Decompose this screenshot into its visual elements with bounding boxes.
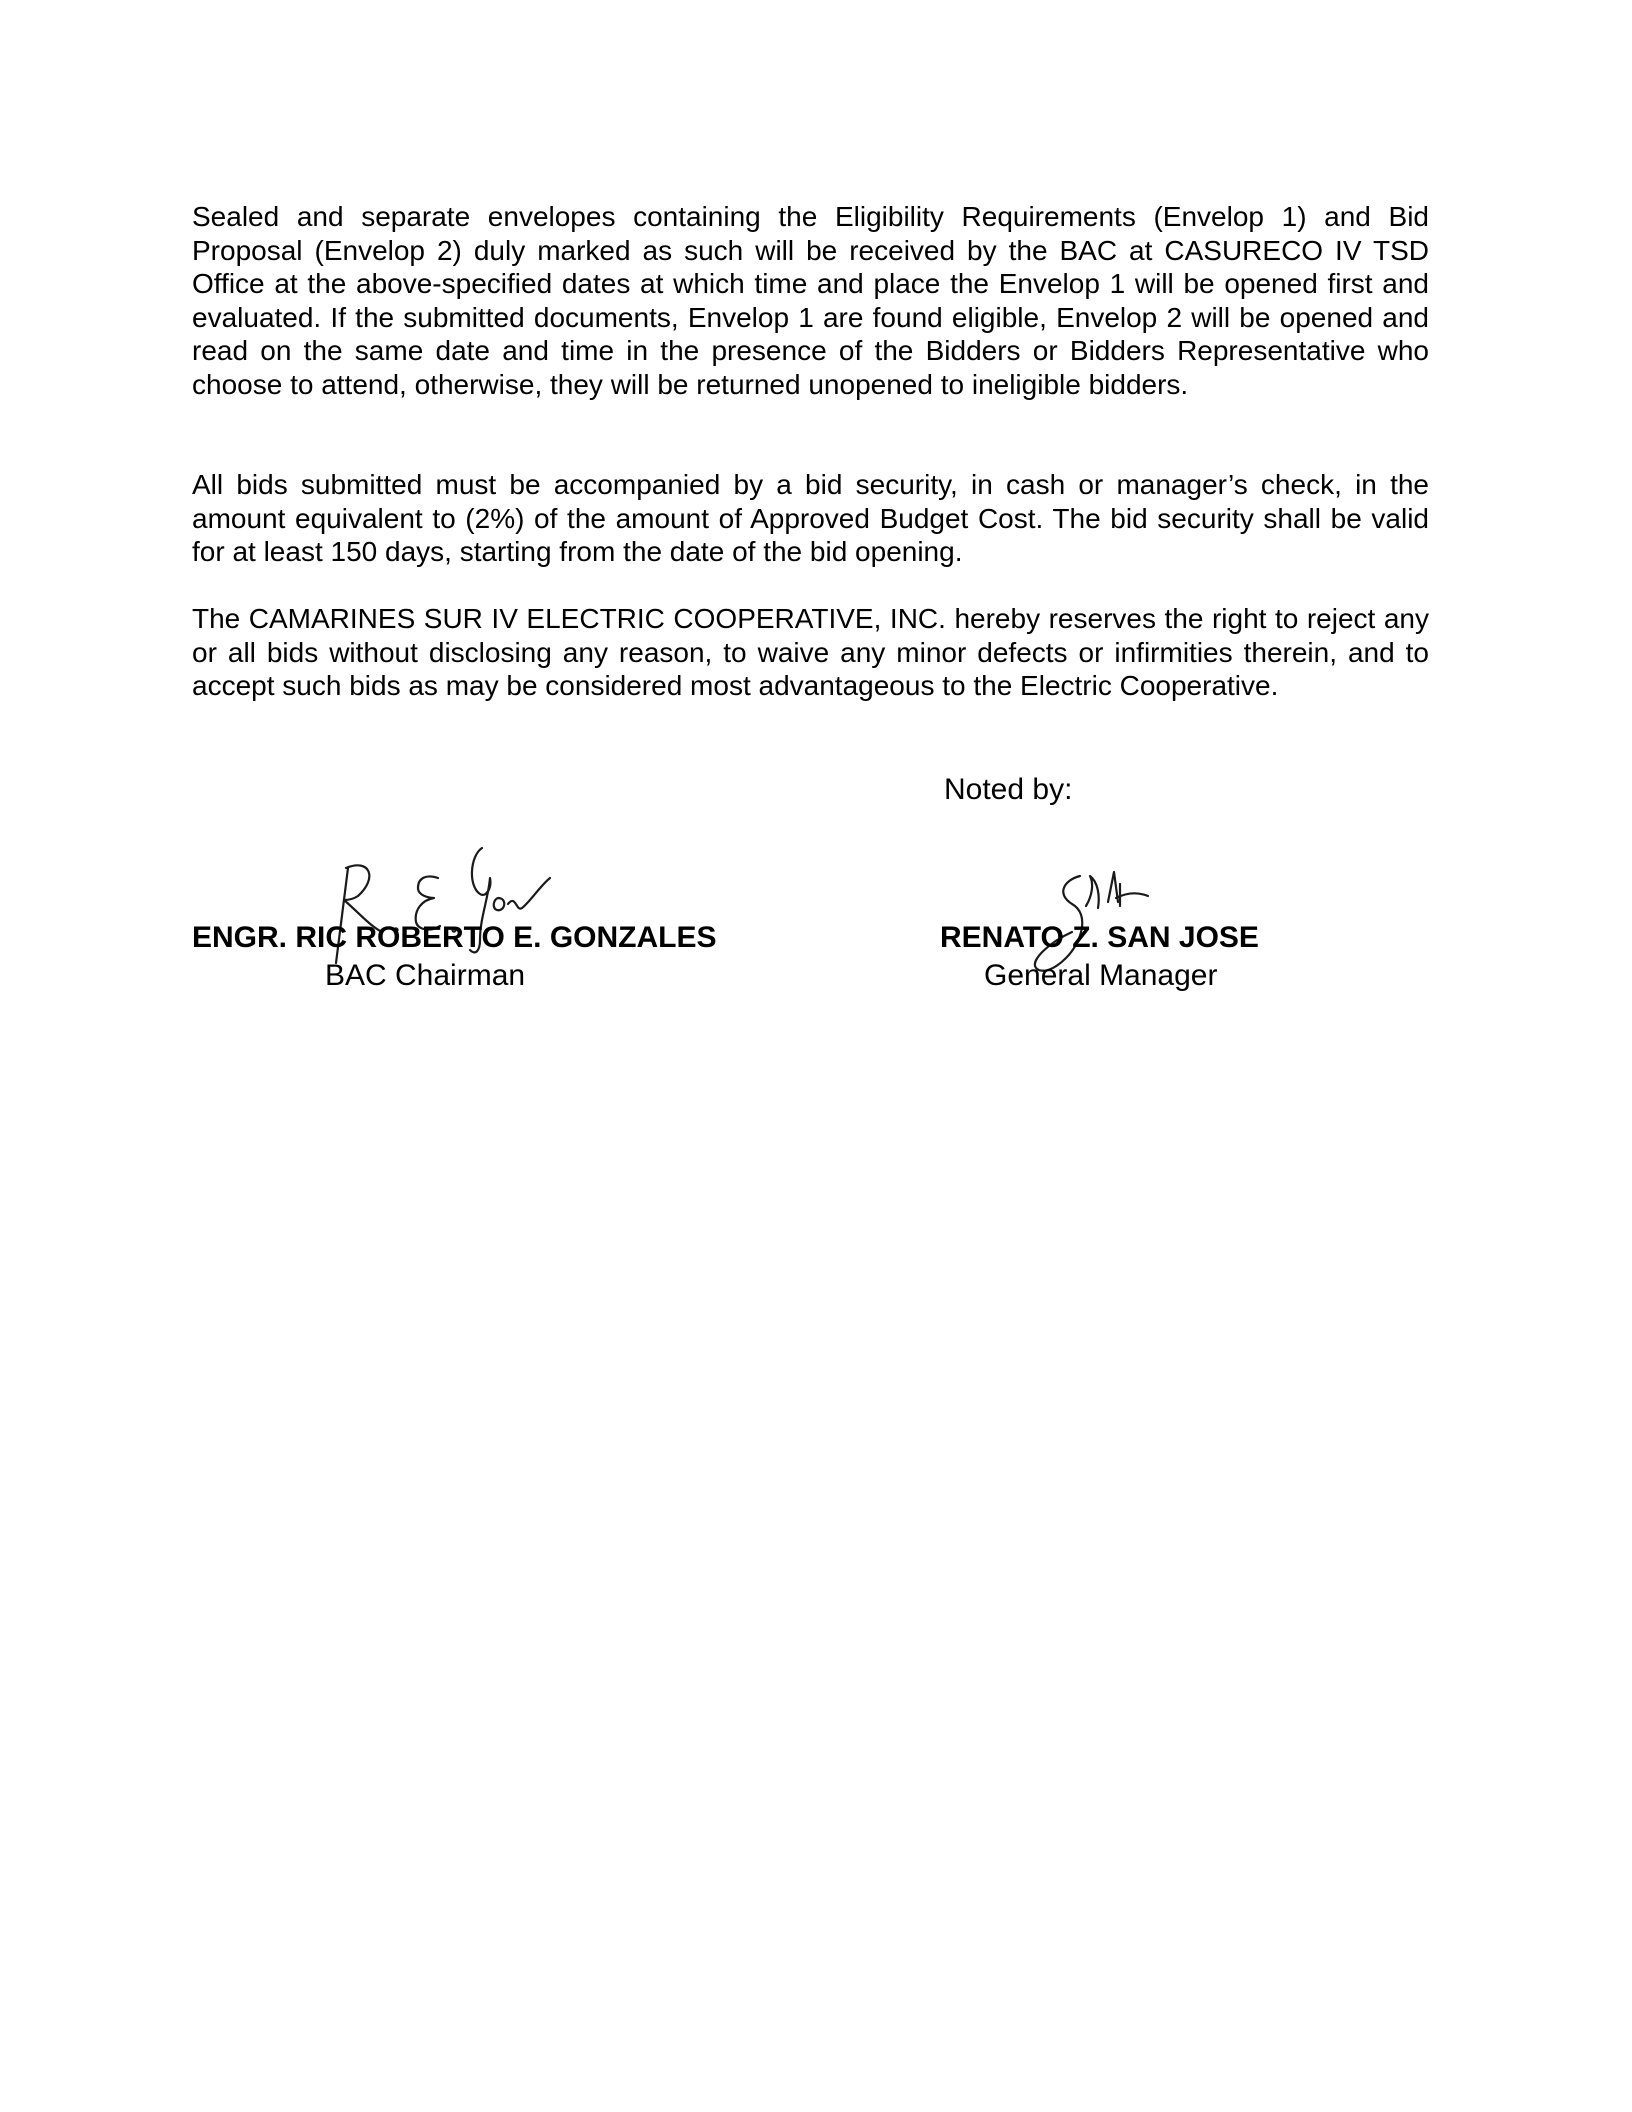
noted-by-label: Noted by: <box>944 773 1073 806</box>
general-manager-name: RENATO Z. SAN JOSE <box>940 921 1259 954</box>
paragraph-reservation-of-rights: The CAMARINES SUR IV ELECTRIC COOPERATIVE, INC. hereby reserves the right to reject any or all bids without disclosing any reason, to waive any minor defects or infirmities therein, and to accept such bids as may be considered most advantageous to the Electric Cooperative. <box>192 603 1429 701</box>
paragraph-bid-security: All bids submitted must be accompanied by a bid security, in cash or manager’s check, in the amount equivalent to (2%) of the amount of Approved Budget Cost. The bid security shall be valid for at least 150 days, starting from the date of the bid opening. <box>192 469 1429 567</box>
paragraph-envelope-submission: Sealed and separate envelopes containing the Eligibility Requirements (Envelop 1) and Bid Proposal (Envelop 2) duly marked as such will be received by the BAC at CASURECO IV TSD Office at the above-specified dates at which time and place the Envelop 1 will be opened first and evaluated. If the submitted documents, Envelop 1 are found eligible, Envelop 2 will be opened and read on the same date and time in the presence of the Bidders or Bidders Representative who choose to attend, otherwise, they will be returned unopened to ineligible bidders. <box>192 201 1429 400</box>
bac-chairman-title: BAC Chairman <box>325 959 526 992</box>
bac-chairman-name: ENGR. RIC ROBERTO E. GONZALES <box>192 921 717 954</box>
general-manager-title: General Manager <box>984 959 1218 992</box>
